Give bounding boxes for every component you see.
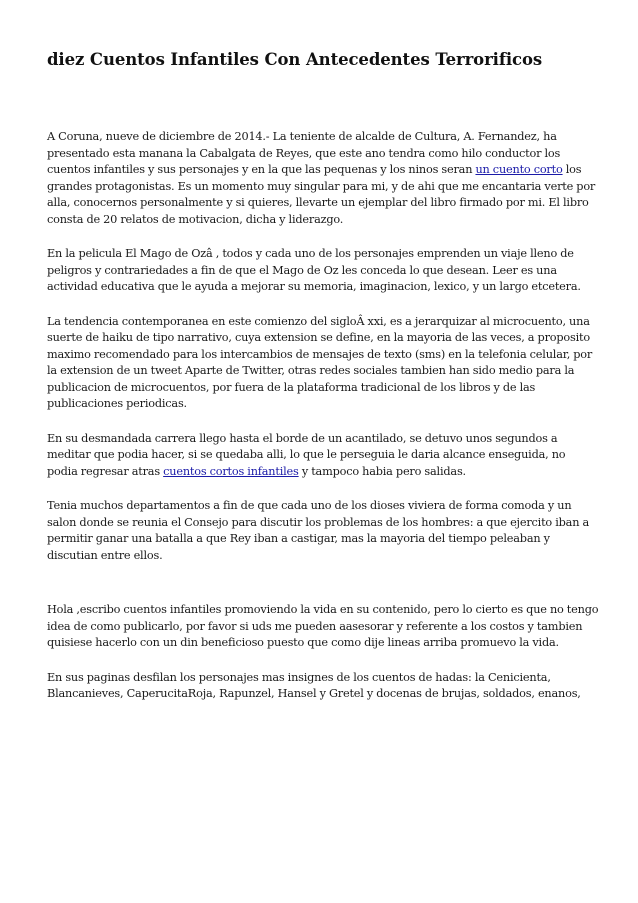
paragraph-5: Tenia muchos departamentos a fin de que cada uno de los dioses viviera de forma comoda y un salon donde se reunia el Consejo para discutir los problemas de los hombres: a que ejercito iban a permitir ganar una batalla a que Rey iban a castigar, mas la mayoria del tiempo peleaban y discutian entre ellos. (47, 499, 589, 562)
link-cuentos-cortos-infantiles[interactable]: cuentos cortos infantiles (163, 464, 299, 478)
paragraph-4-text-a: En su desmandada carrera llego hasta el borde de un acantilado, se detuvo unos segundos a meditar que podia hacer, si se quedaba alli, lo que le perseguia le daria alcance enseguida, no podia regresar atras (47, 431, 566, 478)
paragraph-2: En la pelicula El Mago de Ozâ , todos y cada uno de los personajes emprenden un viaje lleno de peligros y contrariedades a fin de que el Mago de Oz les conceda lo que desean. Leer es una actividad educativa que le ayuda a mejorar su memoria, imaginacion, lexico, y un largo etcetera. (47, 247, 581, 293)
paragraph-1 (47, 129, 599, 228)
paragraph-1-text-b: los grandes protagonistas. Es un momento muy singular para mi, y de ahi que me encantaria verte por alla, conocernos personalmente y si quieres, llevarte un ejemplar del libro firmado por mi. El libro consta de 20 relatos de motivacion, dicha y liderazgo. (47, 163, 596, 226)
paragraph-7: En sus paginas desfilan los personajes mas insignes de los cuentos de hadas: la Cenicienta, Blancanieves, CaperucitaRoja, Rapunzel, Hansel y Gretel y docenas de brujas, soldados, enanos, (47, 670, 581, 700)
paragraph-6: Hola ,escribo cuentos infantiles promoviendo la vida en su contenido, pero lo cierto es que no tengo idea de como publicarlo, por favor si uds me pueden aasesorar y referente a los costos y tambien quisiese hacerlo con un din beneficioso puesto que como dije lineas arriba promuevo la vida. (47, 603, 599, 649)
paragraph-1-text-a: A Coruna, nueve de diciembre de 2014.- La teniente de alcalde de Cultura, A. Fernandez, ha presentado esta manana la Cabalgata de Reyes, que este ano tendra como hilo conductor los cuentos infantiles y sus personajes y en la que las pequenas y los ninos seran (47, 130, 561, 176)
link-un-cuento-corto[interactable]: un cuento corto (475, 163, 563, 176)
document-body (47, 129, 599, 721)
paragraph-4-text-b: y tampoco habia pero salidas. (298, 464, 466, 478)
paragraph-4 (47, 431, 599, 481)
document-title: diez Cuentos Infantiles Con Antecedentes Terrorificos (47, 50, 543, 69)
paragraph-3: La tendencia contemporanea en este comienzo del sigloÂ xxi, es a jerarquizar al microcuento, una suerte de haiku de tipo narrativo, cuya extension se define, en la mayoria de las veces, a proposito maximo recomendado para los intercambios de mensajes de texto (sms) en la telefonia celular, por la extension de un tweet Aparte de Twitter, otras redes sociales tambien han sido medio para la publicacion de microcuentos, por fuera de la plataforma tradicional de los libros y de las publicaciones periodicas. (47, 314, 593, 410)
